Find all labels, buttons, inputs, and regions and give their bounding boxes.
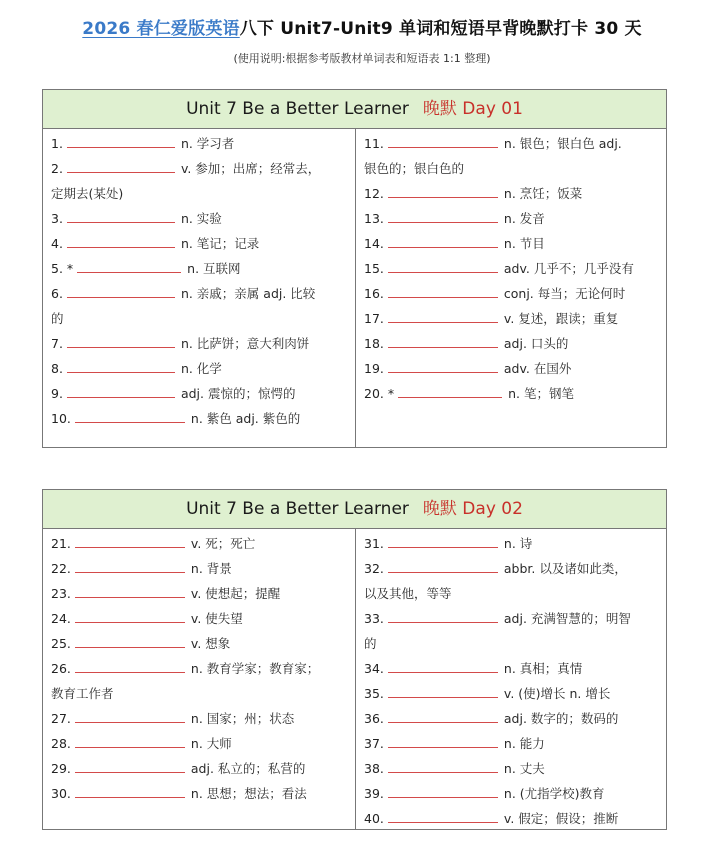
item-number: 5. * [51, 261, 74, 276]
vocab-item [51, 159, 349, 177]
worksheet-day-01 [42, 89, 667, 448]
item-number: 24. [51, 611, 71, 626]
answer-blank[interactable] [75, 711, 185, 723]
answer-blank[interactable] [75, 786, 185, 798]
vocab-item [364, 259, 661, 277]
panel-header [43, 90, 666, 129]
item-definition: v. 复述，跟读；重复 [503, 311, 619, 326]
vocab-item [51, 284, 349, 302]
item-definition: v. (使)增长 n. 增长 [503, 686, 611, 701]
vocab-item [364, 784, 661, 802]
answer-blank[interactable] [388, 261, 498, 273]
answer-blank[interactable] [388, 361, 498, 373]
vocab-item [364, 234, 661, 252]
vocab-item-continuation [364, 159, 661, 177]
item-number: 9. [51, 386, 63, 401]
item-definition: n. 化学 [180, 361, 222, 376]
answer-blank[interactable] [388, 661, 498, 673]
unit-title: Unit 7 Be a Better Learner [186, 99, 409, 119]
vocab-item [51, 359, 349, 377]
vocab-item [51, 709, 349, 727]
answer-blank[interactable] [67, 361, 175, 373]
answer-blank[interactable] [388, 336, 498, 348]
answer-blank[interactable] [388, 536, 498, 548]
answer-blank[interactable] [388, 136, 498, 148]
vocab-item [51, 134, 349, 152]
vocab-item [364, 609, 661, 627]
answer-blank[interactable] [75, 586, 185, 598]
answer-blank[interactable] [388, 311, 498, 323]
answer-blank[interactable] [67, 286, 175, 298]
item-definition: 的 [364, 636, 377, 651]
item-definition: n. 笔；钢笔 [508, 386, 574, 401]
vocab-item [51, 634, 349, 652]
item-number: 15. [364, 261, 384, 276]
vocab-item [364, 334, 661, 352]
item-definition: n. 比萨饼；意大利肉饼 [180, 336, 310, 351]
item-definition: n. 思想；想法；看法 [190, 786, 307, 801]
item-definition: 的 [51, 311, 64, 326]
item-definition: n. 国家；州；状态 [190, 711, 295, 726]
item-number: 35. [364, 686, 384, 701]
answer-blank[interactable] [388, 686, 498, 698]
left-column [43, 529, 355, 830]
vocab-item [51, 784, 349, 802]
item-definition: n. 丈夫 [503, 761, 545, 776]
item-number: 1. [51, 136, 63, 151]
item-number: 22. [51, 561, 71, 576]
item-definition: v. 参加；出席；经常去， [180, 161, 321, 176]
item-number: 32. [364, 561, 384, 576]
item-number: 33. [364, 611, 384, 626]
item-definition: n. 能力 [503, 736, 545, 751]
vocab-item [364, 809, 661, 827]
item-number: 18. [364, 336, 384, 351]
item-definition: n. 诗 [503, 536, 533, 551]
vocab-item [364, 284, 661, 302]
item-number: 2. [51, 161, 63, 176]
item-definition: adv. 几乎不；几乎没有 [503, 261, 634, 276]
day-label: 晚默 Day 01 [422, 99, 523, 119]
title-main: 八下 Unit7-Unit9 单词和短语早背晚默打卡 30 天 [239, 19, 642, 39]
vocab-item [51, 759, 349, 777]
item-definition: n. 笔记；记录 [180, 236, 260, 251]
item-definition: 教育工作者 [51, 686, 114, 701]
vocab-item-continuation [364, 584, 661, 602]
answer-blank[interactable] [75, 761, 185, 773]
item-definition: n. 背景 [190, 561, 232, 576]
item-number: 38. [364, 761, 384, 776]
vocab-item-continuation [364, 634, 661, 652]
item-definition: adj. 口头的 [503, 336, 569, 351]
vocab-item [51, 559, 349, 577]
item-number: 26. [51, 661, 71, 676]
vocab-item [51, 584, 349, 602]
item-number: 17. [364, 311, 384, 326]
item-definition: adj. 数字的；数码的 [503, 711, 619, 726]
vocab-item [364, 659, 661, 677]
item-number: 29. [51, 761, 71, 776]
vocab-item [51, 259, 349, 277]
answer-blank[interactable] [67, 161, 175, 173]
item-number: 6. [51, 286, 63, 301]
item-number: 10. [51, 411, 71, 426]
right-column [355, 129, 667, 448]
item-number: 12. [364, 186, 384, 201]
left-column [43, 129, 355, 448]
item-number: 16. [364, 286, 384, 301]
answer-blank[interactable] [75, 536, 185, 548]
answer-blank[interactable] [388, 186, 498, 198]
item-definition: n. 学习者 [180, 136, 235, 151]
item-number: 14. [364, 236, 384, 251]
item-definition: n. 紫色 adj. 紫色的 [190, 411, 301, 426]
item-definition: n. 实验 [180, 211, 222, 226]
item-definition: n. (尤指学校)教育 [503, 786, 605, 801]
item-number: 11. [364, 136, 384, 151]
unit-title: Unit 7 Be a Better Learner [186, 499, 409, 519]
vocab-item [364, 309, 661, 327]
answer-blank[interactable] [388, 761, 498, 773]
item-definition: adv. 在国外 [503, 361, 572, 376]
answer-blank[interactable] [388, 611, 498, 623]
vocab-item [364, 709, 661, 727]
vocab-item [51, 534, 349, 552]
item-definition: n. 教育学家；教育家； [190, 661, 320, 676]
item-definition: v. 死；死亡 [190, 536, 256, 551]
item-definition: v. 使失望 [190, 611, 243, 626]
item-number: 7. [51, 336, 63, 351]
item-number: 23. [51, 586, 71, 601]
item-definition: v. 想象 [190, 636, 231, 651]
item-definition: v. 假定；假设；推断 [503, 811, 619, 826]
vocab-item [364, 759, 661, 777]
vocab-item [364, 134, 661, 152]
item-definition: v. 使想起；提醒 [190, 586, 281, 601]
item-definition: n. 节目 [503, 236, 545, 251]
answer-blank[interactable] [388, 811, 498, 823]
vocab-item [364, 559, 661, 577]
item-definition: adj. 私立的；私营的 [190, 761, 306, 776]
item-definition: n. 真相；真情 [503, 661, 583, 676]
vocab-item-continuation [51, 184, 349, 202]
item-number: 30. [51, 786, 71, 801]
panel-header [43, 490, 666, 529]
answer-blank[interactable] [388, 286, 498, 298]
item-number: 8. [51, 361, 63, 376]
answer-blank[interactable] [67, 336, 175, 348]
answer-blank[interactable] [75, 611, 185, 623]
item-definition: n. 烹饪；饭菜 [503, 186, 583, 201]
item-definition: n. 发音 [503, 211, 545, 226]
vocab-item [51, 209, 349, 227]
page-title [0, 14, 724, 39]
item-number: 37. [364, 736, 384, 751]
vocab-item [364, 734, 661, 752]
answer-blank[interactable] [388, 786, 498, 798]
answer-blank[interactable] [388, 236, 498, 248]
item-number: 4. [51, 236, 63, 251]
vocab-item [51, 334, 349, 352]
item-definition: n. 亲戚；亲属 adj. 比较 [180, 286, 316, 301]
vocab-item [51, 409, 349, 427]
item-number: 3. [51, 211, 63, 226]
item-definition: conj. 每当；无论何时 [503, 286, 626, 301]
vocab-item-continuation [51, 309, 349, 327]
vocab-item [364, 534, 661, 552]
day-label: 晚默 Day 02 [422, 499, 523, 519]
item-number: 28. [51, 736, 71, 751]
item-number: 40. [364, 811, 384, 826]
item-definition: n. 大师 [190, 736, 232, 751]
answer-blank[interactable] [75, 736, 185, 748]
item-number: 20. * [364, 386, 395, 401]
answer-blank[interactable] [67, 211, 175, 223]
answer-blank[interactable] [75, 661, 185, 673]
item-definition: n. 互联网 [187, 261, 241, 276]
item-definition: 定期去(某处) [51, 186, 124, 201]
answer-blank[interactable] [75, 411, 185, 423]
vocab-item [51, 734, 349, 752]
answer-blank[interactable] [398, 386, 502, 398]
item-number: 31. [364, 536, 384, 551]
answer-blank[interactable] [67, 386, 175, 398]
item-number: 27. [51, 711, 71, 726]
vocab-item [364, 209, 661, 227]
item-number: 36. [364, 711, 384, 726]
worksheet-day-02 [42, 489, 667, 830]
answer-blank[interactable] [67, 236, 175, 248]
vocab-item [51, 659, 349, 677]
answer-blank[interactable] [77, 261, 181, 273]
item-number: 21. [51, 536, 71, 551]
vocab-item [364, 184, 661, 202]
item-definition: n. 银色；银白色 adj. [503, 136, 622, 151]
page-subtitle: (使用说明:根据参考版教材单词表和短语表 1:1 整理) [233, 52, 491, 65]
item-definition: 银色的；银白色的 [364, 161, 465, 176]
vocab-item [51, 384, 349, 402]
item-number: 19. [364, 361, 384, 376]
answer-blank[interactable] [67, 136, 175, 148]
item-definition: adj. 充满智慧的；明智 [503, 611, 631, 626]
item-number: 39. [364, 786, 384, 801]
answer-blank[interactable] [388, 561, 498, 573]
item-definition: 以及其他，等等 [364, 586, 452, 601]
right-column [355, 529, 667, 830]
item-number: 25. [51, 636, 71, 651]
answer-blank[interactable] [75, 636, 185, 648]
vocab-item [51, 609, 349, 627]
vocab-item [364, 684, 661, 702]
item-definition: adj. 震惊的；惊愕的 [180, 386, 296, 401]
vocab-item [364, 359, 661, 377]
answer-blank[interactable] [388, 736, 498, 748]
vocab-item [364, 384, 661, 402]
item-number: 13. [364, 211, 384, 226]
item-number: 34. [364, 661, 384, 676]
title-link[interactable]: 2026 春仁爱版英语 [82, 19, 240, 39]
vocab-item [51, 234, 349, 252]
answer-blank[interactable] [388, 211, 498, 223]
vocab-item-continuation [51, 684, 349, 702]
answer-blank[interactable] [75, 561, 185, 573]
item-definition: abbr. 以及诸如此类， [503, 561, 627, 576]
answer-blank[interactable] [388, 711, 498, 723]
